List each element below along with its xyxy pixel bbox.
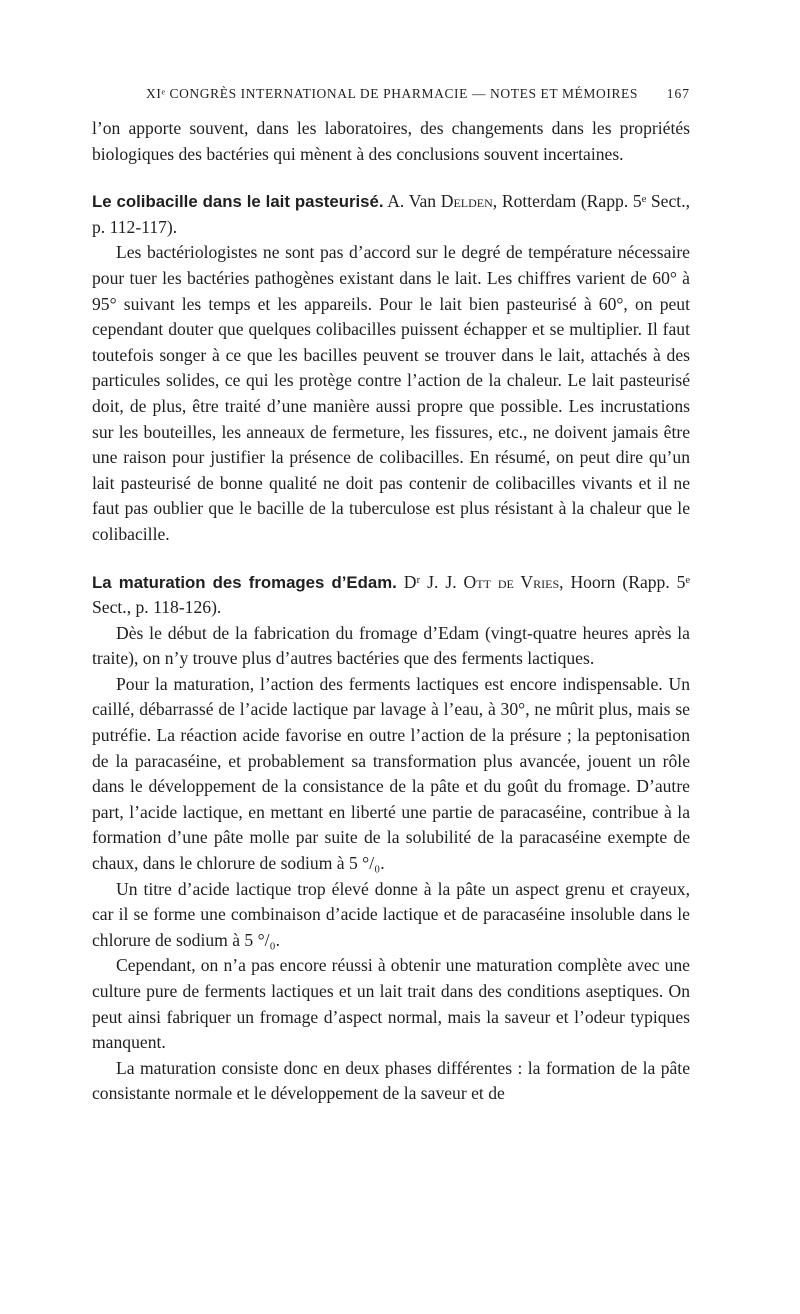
running-header (92, 86, 690, 102)
author-initial: Dʳ J. J. (403, 571, 457, 592)
document-page (92, 86, 690, 1107)
article-reference: (Rapp. 5ᵉ Sect., p. 118-126). (92, 571, 690, 618)
article-paragraph: Cependant, on n’a pas encore réussi à obtenir une maturation complète avec une culture pure de ferments lactiques et un lait trait dans des conditions aseptiques. On peut ainsi fabriquer un fromage d’aspect normal, mais la saveur et l’odeur typiques manquent. (92, 955, 690, 1053)
intro-paragraph: l’on apporte souvent, dans les laboratoires, des changements dans les propriétés biologiques des bactéries qui mènent à des conclusions souvent incertaines. (92, 118, 690, 164)
article-title: La maturation des fromages d’Edam. (92, 572, 397, 592)
article-heading (92, 570, 690, 621)
author-initial: A. Van (387, 191, 437, 212)
article-paragraph: Un titre d’acide lactique trop élevé donne à la pâte un aspect grenu et crayeux, car il se forme une combinaison d’acide lactique et de paracaséine insoluble dans le chlorure de sodium à 5 °/₀. (92, 878, 690, 950)
article-paragraph: Dès le début de la fabrication du fromage d’Edam (vingt-quatre heures après la traite), on n’y trouve plus d’autres bactéries que des ferments lactiques. (92, 622, 690, 669)
author-location: , Hoorn (559, 571, 616, 592)
article-colibacille (92, 189, 690, 547)
author-surname: Ott de Vries (463, 571, 560, 592)
running-title: XIᵉ CONGRÈS INTERNATIONAL DE PHARMACIE — NOTES ET MÉMOIRES (146, 86, 639, 101)
article-reference: (Rapp. 5ᵉ Sect., p. 112-117). (92, 191, 690, 237)
article-paragraph: La maturation consiste donc en deux phases différentes : la formation de la pâte consistante normale et le développement de la saveur et de (92, 1057, 690, 1104)
article-edam (92, 570, 690, 1107)
author-surname: Delden (440, 191, 493, 212)
article-paragraph: Pour la maturation, l’action des ferments lactiques est encore indispensable. Un caillé, débarrassé de l’acide lactique par lavage à l’eau, à 30°, ne mûrit plus, mais se putréfie. La réaction acide favorise en outre l’action de la présure ; la peptonisation de la paracaséine, et probablement sa transformation plus avancée, jouent un rôle dans le développement de la consistance de la pâte et du goût du fromage. D’autre part, l’acide lactique, en mettant en liberté une partie de paracaséine, contribue à la formation d’une pâte molle par suite de la solubilité de la paracaséine exempte de chaux, dans le chlorure de sodium à 5 °/₀. (92, 673, 690, 874)
page-number: 167 (666, 86, 690, 101)
article-heading (92, 189, 690, 240)
article-title: Le colibacille dans le lait pasteurisé. (92, 192, 384, 212)
author-location: , Rotterdam (492, 191, 577, 212)
article-paragraph: Les bactériologistes ne sont pas d’accord sur le degré de température nécessaire pour tuer les bactéries pathogènes existant dans le lait. Les chiffres varient de 60° à 95° suivant les temps et les appareils. Pour le lait bien pasteurisé à 60°, on peut cependant douter que quelques colibacilles puissent échapper et se multiplier. Il faut toutefois songer à ce que les bacilles peuvent se trouver dans le lait, attachés à des particules solides, ce qui les protège contre l’action de la chaleur. Le lait pasteurisé doit, de plus, être traité d’une manière aussi propre que possible. Les incrustations sur les bouteilles, les anneaux de fermeture, les fissures, etc., ne doivent jamais être une raison pour justifier la présence de colibacilles. En résumé, on peut dire qu’un lait pasteurisé de bonne qualité ne doit pas contenir de colibacilles vivants et il ne faut pas oublier que le bacille de la tuberculose est plus résistant à la chaleur que le colibacille. (92, 242, 690, 544)
